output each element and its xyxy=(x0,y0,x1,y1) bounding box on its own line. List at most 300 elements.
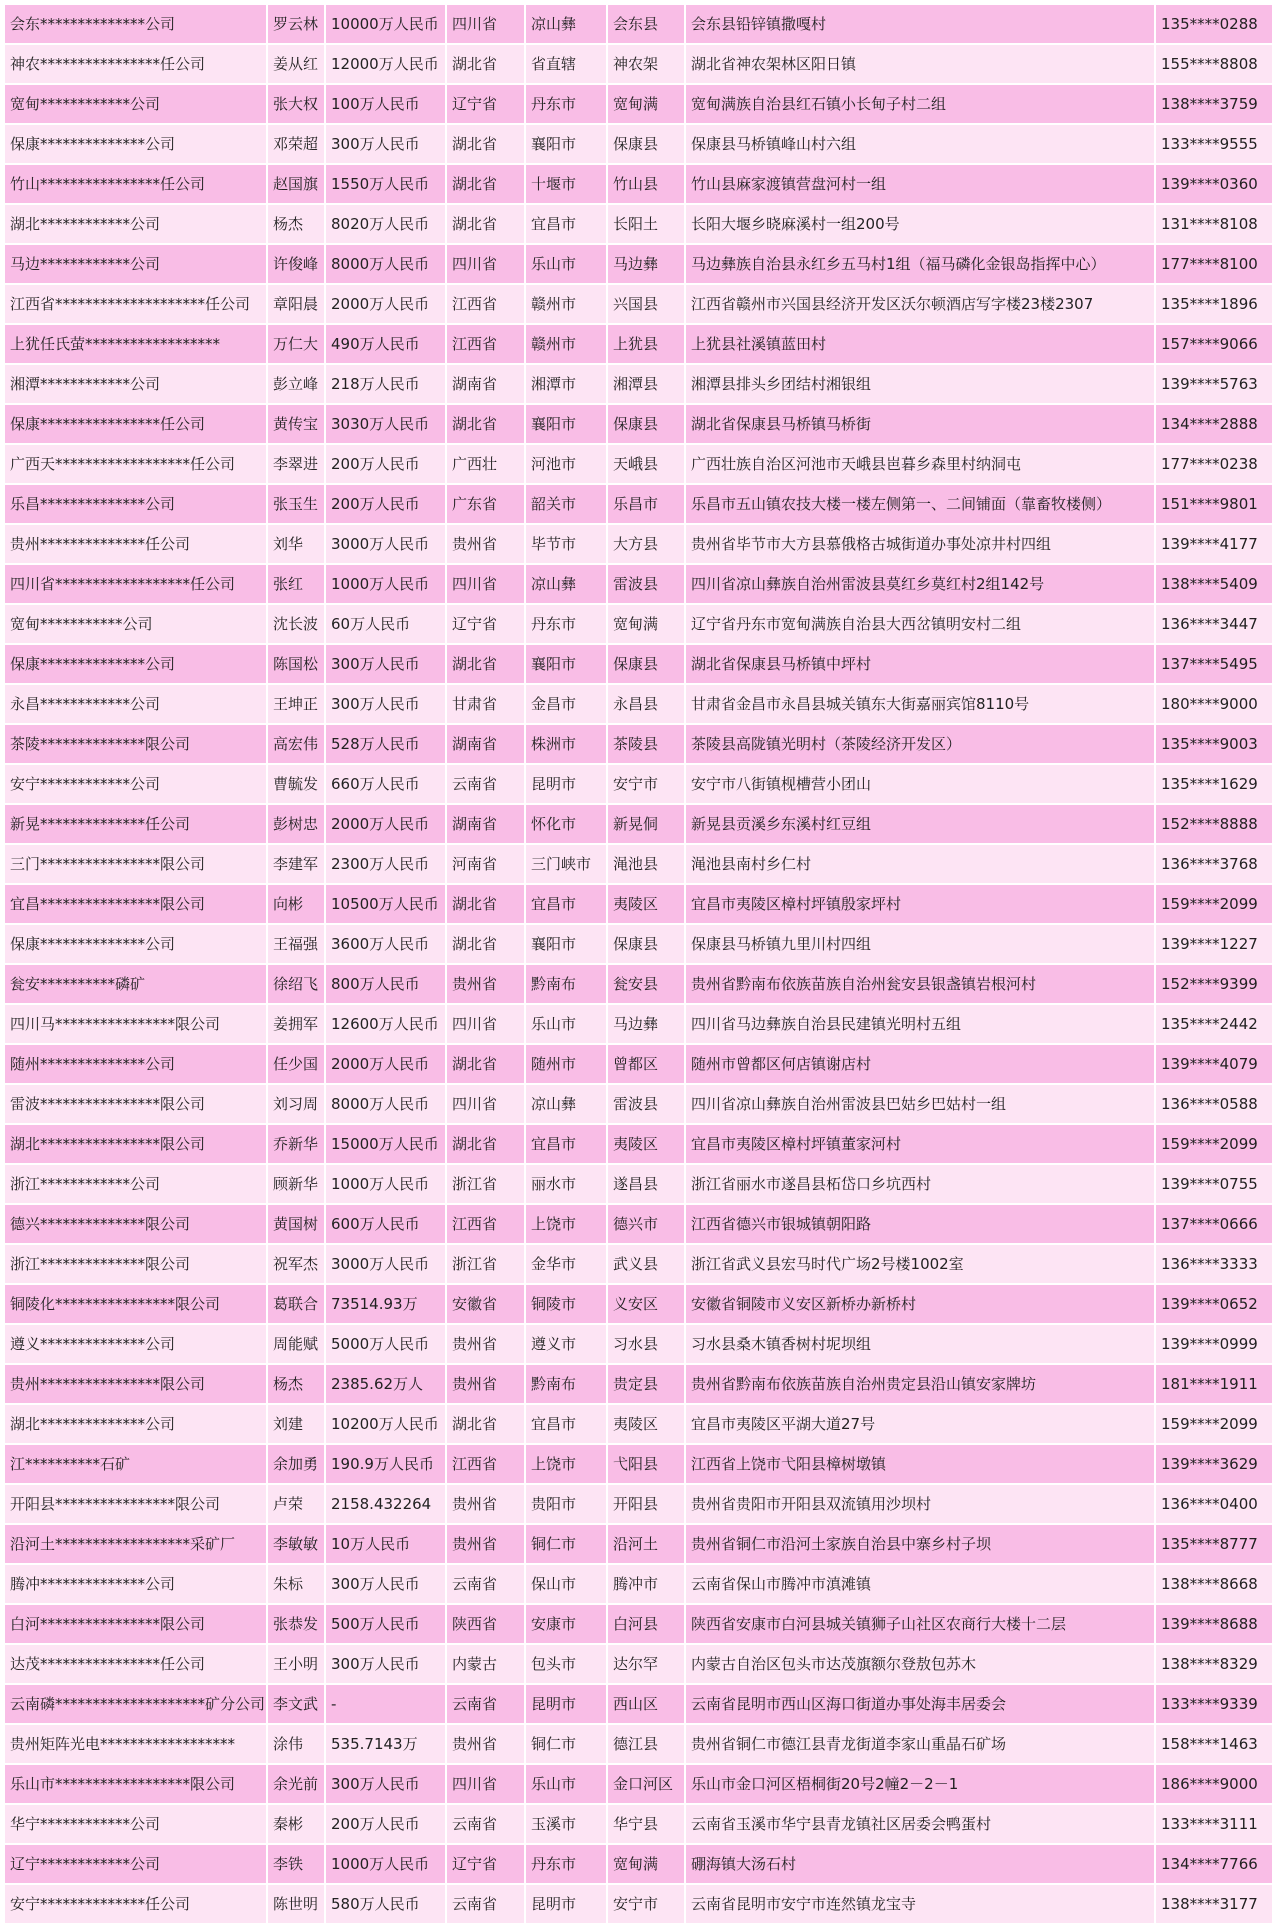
address-cell: 贵州省黔南布依族苗族自治州贵定县沿山镇安家牌坊 xyxy=(685,1364,1155,1404)
table-row xyxy=(5,1364,1273,1404)
capital-cell: 100万人民币 xyxy=(325,84,446,124)
legal-rep-cell: 向彬 xyxy=(267,884,325,924)
company-name-cell: 安宁**************任公司 xyxy=(5,1884,267,1924)
company-name-cell: 宽甸***********公司 xyxy=(5,604,267,644)
phone-cell: 137****0666 xyxy=(1155,1204,1273,1244)
address-cell: 甘肃省金昌市永昌县城关镇东大街嘉丽宾馆8110号 xyxy=(685,684,1155,724)
province-cell: 四川省 xyxy=(446,1084,525,1124)
capital-cell: 10200万人民币 xyxy=(325,1404,446,1444)
city-cell: 襄阳市 xyxy=(525,924,607,964)
capital-cell: 2000万人民币 xyxy=(325,804,446,844)
company-name-cell: 腾冲**************公司 xyxy=(5,1564,267,1604)
county-cell: 长阳土 xyxy=(607,204,685,244)
address-cell: 江西省赣州市兴国县经济开发区沃尔顿酒店写字楼23楼2307 xyxy=(685,284,1155,324)
phone-cell: 136****3768 xyxy=(1155,844,1273,884)
legal-rep-cell: 万仁大 xyxy=(267,324,325,364)
province-cell: 四川省 xyxy=(446,5,525,44)
legal-rep-cell: 徐绍飞 xyxy=(267,964,325,1004)
company-name-cell: 茶陵**************限公司 xyxy=(5,724,267,764)
table-row xyxy=(5,364,1273,404)
county-cell: 保康县 xyxy=(607,124,685,164)
city-cell: 昆明市 xyxy=(525,1684,607,1724)
province-cell: 云南省 xyxy=(446,764,525,804)
legal-rep-cell: 王小明 xyxy=(267,1644,325,1684)
city-cell: 玉溪市 xyxy=(525,1804,607,1844)
legal-rep-cell: 刘华 xyxy=(267,524,325,564)
address-cell: 宽甸满族自治县红石镇小长甸子村二组 xyxy=(685,84,1155,124)
capital-cell: 190.9万人民币 xyxy=(325,1444,446,1484)
province-cell: 贵州省 xyxy=(446,1364,525,1404)
capital-cell: 2000万人民币 xyxy=(325,284,446,324)
city-cell: 金昌市 xyxy=(525,684,607,724)
capital-cell: 3000万人民币 xyxy=(325,524,446,564)
company-name-cell: 保康****************任公司 xyxy=(5,404,267,444)
county-cell: 马边彝 xyxy=(607,244,685,284)
address-cell: 江西省上饶市弋阳县樟树墩镇 xyxy=(685,1444,1155,1484)
address-cell: 浙江省丽水市遂昌县柘岱口乡坑西村 xyxy=(685,1164,1155,1204)
company-name-cell: 上犹任氏萤****************** xyxy=(5,324,267,364)
county-cell: 马边彝 xyxy=(607,1004,685,1044)
phone-cell: 186****9000 xyxy=(1155,1764,1273,1804)
legal-rep-cell: 周能赋 xyxy=(267,1324,325,1364)
province-cell: 甘肃省 xyxy=(446,684,525,724)
address-cell: 云南省玉溪市华宁县青龙镇社区居委会鸭蛋村 xyxy=(685,1804,1155,1844)
phone-cell: 159****2099 xyxy=(1155,1124,1273,1164)
legal-rep-cell: 李翠进 xyxy=(267,444,325,484)
company-name-cell: 保康**************公司 xyxy=(5,924,267,964)
city-cell: 随州市 xyxy=(525,1044,607,1084)
company-name-cell: 沿河土******************采矿厂 xyxy=(5,1524,267,1564)
phone-cell: 139****1227 xyxy=(1155,924,1273,964)
capital-cell: 200万人民币 xyxy=(325,444,446,484)
phone-cell: 136****3333 xyxy=(1155,1244,1273,1284)
capital-cell: 535.7143万 xyxy=(325,1724,446,1764)
phone-cell: 139****0652 xyxy=(1155,1284,1273,1324)
legal-rep-cell: 卢荣 xyxy=(267,1484,325,1524)
province-cell: 湖北省 xyxy=(446,644,525,684)
capital-cell: 300万人民币 xyxy=(325,1644,446,1684)
address-cell: 上犹县社溪镇蓝田村 xyxy=(685,324,1155,364)
table-row xyxy=(5,1564,1273,1604)
company-name-cell: 竹山****************任公司 xyxy=(5,164,267,204)
city-cell: 上饶市 xyxy=(525,1444,607,1484)
legal-rep-cell: 高宏伟 xyxy=(267,724,325,764)
legal-rep-cell: 刘习周 xyxy=(267,1084,325,1124)
table-row xyxy=(5,1724,1273,1764)
county-cell: 开阳县 xyxy=(607,1484,685,1524)
phone-cell: 135****1629 xyxy=(1155,764,1273,804)
province-cell: 贵州省 xyxy=(446,524,525,564)
province-cell: 湖北省 xyxy=(446,164,525,204)
legal-rep-cell: 任少国 xyxy=(267,1044,325,1084)
province-cell: 贵州省 xyxy=(446,964,525,1004)
city-cell: 株洲市 xyxy=(525,724,607,764)
county-cell: 弋阳县 xyxy=(607,1444,685,1484)
legal-rep-cell: 祝军杰 xyxy=(267,1244,325,1284)
address-cell: 宜昌市夷陵区樟村坪镇董家河村 xyxy=(685,1124,1155,1164)
county-cell: 永昌县 xyxy=(607,684,685,724)
capital-cell: 3000万人民币 xyxy=(325,1244,446,1284)
address-cell: 竹山县麻家渡镇营盘河村一组 xyxy=(685,164,1155,204)
legal-rep-cell: 张大权 xyxy=(267,84,325,124)
legal-rep-cell: 姜拥军 xyxy=(267,1004,325,1044)
company-name-cell: 宜昌****************限公司 xyxy=(5,884,267,924)
province-cell: 四川省 xyxy=(446,244,525,284)
table-row xyxy=(5,1124,1273,1164)
phone-cell: 135****0288 xyxy=(1155,5,1273,44)
company-name-cell: 雷波****************限公司 xyxy=(5,1084,267,1124)
company-name-cell: 开阳县****************限公司 xyxy=(5,1484,267,1524)
company-name-cell: 湖北****************限公司 xyxy=(5,1124,267,1164)
table-row xyxy=(5,564,1273,604)
capital-cell: 10万人民币 xyxy=(325,1524,446,1564)
legal-rep-cell: 李敏敏 xyxy=(267,1524,325,1564)
county-cell: 安宁市 xyxy=(607,764,685,804)
city-cell: 襄阳市 xyxy=(525,644,607,684)
address-cell: 马边彝族自治县永红乡五马村1组（福马磷化金银岛指挥中心） xyxy=(685,244,1155,284)
address-cell: 云南省昆明市西山区海口街道办事处海丰居委会 xyxy=(685,1684,1155,1724)
city-cell: 丽水市 xyxy=(525,1164,607,1204)
table-row xyxy=(5,1084,1273,1124)
phone-cell: 177****0238 xyxy=(1155,444,1273,484)
table-row xyxy=(5,1004,1273,1044)
phone-cell: 135****1896 xyxy=(1155,284,1273,324)
table-row xyxy=(5,1444,1273,1484)
capital-cell: 528万人民币 xyxy=(325,724,446,764)
table-row xyxy=(5,5,1273,44)
table-row xyxy=(5,644,1273,684)
capital-cell: 10000万人民币 xyxy=(325,5,446,44)
address-cell: 云南省昆明市安宁市连然镇龙宝寺 xyxy=(685,1884,1155,1924)
company-table xyxy=(5,5,1274,1925)
company-name-cell: 安宁************公司 xyxy=(5,764,267,804)
address-cell: 茶陵县高陇镇光明村（茶陵经济开发区） xyxy=(685,724,1155,764)
legal-rep-cell: 张恭发 xyxy=(267,1604,325,1644)
phone-cell: 139****5763 xyxy=(1155,364,1273,404)
county-cell: 保康县 xyxy=(607,404,685,444)
address-cell: 宜昌市夷陵区樟村坪镇殷家坪村 xyxy=(685,884,1155,924)
city-cell: 凉山彝 xyxy=(525,5,607,44)
phone-cell: 139****8688 xyxy=(1155,1604,1273,1644)
county-cell: 渑池县 xyxy=(607,844,685,884)
province-cell: 江西省 xyxy=(446,284,525,324)
address-cell: 江西省德兴市银城镇朝阳路 xyxy=(685,1204,1155,1244)
county-cell: 宽甸满 xyxy=(607,84,685,124)
province-cell: 湖北省 xyxy=(446,1404,525,1444)
phone-cell: 138****3177 xyxy=(1155,1884,1273,1924)
company-name-cell: 新晃**************任公司 xyxy=(5,804,267,844)
legal-rep-cell: 赵国旗 xyxy=(267,164,325,204)
address-cell: 保康县马桥镇峰山村六组 xyxy=(685,124,1155,164)
table-row xyxy=(5,1644,1273,1684)
legal-rep-cell: 朱标 xyxy=(267,1564,325,1604)
address-cell: 安宁市八街镇枧槽营小团山 xyxy=(685,764,1155,804)
legal-rep-cell: 葛联合 xyxy=(267,1284,325,1324)
table-row xyxy=(5,284,1273,324)
phone-cell: 152****8888 xyxy=(1155,804,1273,844)
table-row xyxy=(5,604,1273,644)
county-cell: 腾冲市 xyxy=(607,1564,685,1604)
legal-rep-cell: 刘建 xyxy=(267,1404,325,1444)
province-cell: 云南省 xyxy=(446,1564,525,1604)
city-cell: 三门峡市 xyxy=(525,844,607,884)
address-cell: 贵州省铜仁市德江县青龙街道李家山重晶石矿场 xyxy=(685,1724,1155,1764)
company-name-cell: 乐山市******************限公司 xyxy=(5,1764,267,1804)
capital-cell: 1000万人民币 xyxy=(325,1844,446,1884)
county-cell: 安宁市 xyxy=(607,1884,685,1924)
address-cell: 安徽省铜陵市义安区新桥办新桥村 xyxy=(685,1284,1155,1324)
legal-rep-cell: 曹毓发 xyxy=(267,764,325,804)
company-name-cell: 铜陵化****************限公司 xyxy=(5,1284,267,1324)
table-row xyxy=(5,1684,1273,1724)
company-name-cell: 马边************公司 xyxy=(5,244,267,284)
capital-cell: 1000万人民币 xyxy=(325,1164,446,1204)
address-cell: 云南省保山市腾冲市滇滩镇 xyxy=(685,1564,1155,1604)
company-name-cell: 浙江************公司 xyxy=(5,1164,267,1204)
company-name-cell: 会东**************公司 xyxy=(5,5,267,44)
legal-rep-cell: 李文武 xyxy=(267,1684,325,1724)
table-row xyxy=(5,764,1273,804)
county-cell: 夷陵区 xyxy=(607,1124,685,1164)
company-name-cell: 宽甸************公司 xyxy=(5,84,267,124)
company-name-cell: 瓮安**********磷矿 xyxy=(5,964,267,1004)
capital-cell: 660万人民币 xyxy=(325,764,446,804)
address-cell: 四川省凉山彝族自治州雷波县巴姑乡巴姑村一组 xyxy=(685,1084,1155,1124)
province-cell: 湖北省 xyxy=(446,1044,525,1084)
legal-rep-cell: 李建军 xyxy=(267,844,325,884)
table-row xyxy=(5,924,1273,964)
province-cell: 湖北省 xyxy=(446,204,525,244)
city-cell: 十堰市 xyxy=(525,164,607,204)
city-cell: 丹东市 xyxy=(525,84,607,124)
phone-cell: 133****9339 xyxy=(1155,1684,1273,1724)
company-name-cell: 辽宁************公司 xyxy=(5,1844,267,1884)
phone-cell: 155****8808 xyxy=(1155,44,1273,84)
city-cell: 铜仁市 xyxy=(525,1524,607,1564)
table-row xyxy=(5,1404,1273,1444)
address-cell: 渑池县南村乡仁村 xyxy=(685,844,1155,884)
phone-cell: 133****3111 xyxy=(1155,1804,1273,1844)
phone-cell: 135****2442 xyxy=(1155,1004,1273,1044)
table-row xyxy=(5,84,1273,124)
company-name-cell: 白河****************限公司 xyxy=(5,1604,267,1644)
county-cell: 德江县 xyxy=(607,1724,685,1764)
county-cell: 宽甸满 xyxy=(607,1844,685,1884)
county-cell: 沿河土 xyxy=(607,1524,685,1564)
city-cell: 韶关市 xyxy=(525,484,607,524)
capital-cell: 2000万人民币 xyxy=(325,1044,446,1084)
province-cell: 贵州省 xyxy=(446,1724,525,1764)
capital-cell: 218万人民币 xyxy=(325,364,446,404)
county-cell: 大方县 xyxy=(607,524,685,564)
county-cell: 乐昌市 xyxy=(607,484,685,524)
company-name-cell: 永昌************公司 xyxy=(5,684,267,724)
capital-cell: 300万人民币 xyxy=(325,684,446,724)
phone-cell: 138****8329 xyxy=(1155,1644,1273,1684)
company-name-cell: 贵州矩阵光电****************** xyxy=(5,1724,267,1764)
phone-cell: 180****9000 xyxy=(1155,684,1273,724)
city-cell: 金华市 xyxy=(525,1244,607,1284)
address-cell: 湘潭县排头乡团结村湘银组 xyxy=(685,364,1155,404)
county-cell: 茶陵县 xyxy=(607,724,685,764)
county-cell: 瓮安县 xyxy=(607,964,685,1004)
city-cell: 保山市 xyxy=(525,1564,607,1604)
address-cell: 湖北省保康县马桥镇马桥街 xyxy=(685,404,1155,444)
county-cell: 金口河区 xyxy=(607,1764,685,1804)
province-cell: 贵州省 xyxy=(446,1524,525,1564)
legal-rep-cell: 姜从红 xyxy=(267,44,325,84)
legal-rep-cell: 彭树忠 xyxy=(267,804,325,844)
province-cell: 湖北省 xyxy=(446,404,525,444)
phone-cell: 139****4177 xyxy=(1155,524,1273,564)
company-name-cell: 四川省******************任公司 xyxy=(5,564,267,604)
county-cell: 竹山县 xyxy=(607,164,685,204)
phone-cell: 158****1463 xyxy=(1155,1724,1273,1764)
province-cell: 辽宁省 xyxy=(446,84,525,124)
city-cell: 乐山市 xyxy=(525,244,607,284)
table-row xyxy=(5,1044,1273,1084)
province-cell: 江西省 xyxy=(446,324,525,364)
capital-cell: 8000万人民币 xyxy=(325,1084,446,1124)
capital-cell: 12000万人民币 xyxy=(325,44,446,84)
province-cell: 陕西省 xyxy=(446,1604,525,1644)
company-name-cell: 乐昌**************公司 xyxy=(5,484,267,524)
county-cell: 华宁县 xyxy=(607,1804,685,1844)
city-cell: 凉山彝 xyxy=(525,1084,607,1124)
legal-rep-cell: 张玉生 xyxy=(267,484,325,524)
table-row xyxy=(5,1164,1273,1204)
legal-rep-cell: 黄传宝 xyxy=(267,404,325,444)
capital-cell: 73514.93万 xyxy=(325,1284,446,1324)
phone-cell: 138****3759 xyxy=(1155,84,1273,124)
city-cell: 昆明市 xyxy=(525,1884,607,1924)
city-cell: 毕节市 xyxy=(525,524,607,564)
company-name-cell: 三门****************限公司 xyxy=(5,844,267,884)
capital-cell: 60万人民币 xyxy=(325,604,446,644)
phone-cell: 136****3447 xyxy=(1155,604,1273,644)
province-cell: 云南省 xyxy=(446,1684,525,1724)
county-cell: 上犹县 xyxy=(607,324,685,364)
legal-rep-cell: 王福强 xyxy=(267,924,325,964)
phone-cell: 133****9555 xyxy=(1155,124,1273,164)
legal-rep-cell: 王坤正 xyxy=(267,684,325,724)
county-cell: 习水县 xyxy=(607,1324,685,1364)
capital-cell: 10500万人民币 xyxy=(325,884,446,924)
table-row xyxy=(5,1764,1273,1804)
company-name-cell: 华宁************公司 xyxy=(5,1804,267,1844)
capital-cell: 800万人民币 xyxy=(325,964,446,1004)
province-cell: 云南省 xyxy=(446,1804,525,1844)
legal-rep-cell: 陈国松 xyxy=(267,644,325,684)
phone-cell: 139****0360 xyxy=(1155,164,1273,204)
province-cell: 湖北省 xyxy=(446,44,525,84)
phone-cell: 152****9399 xyxy=(1155,964,1273,1004)
company-name-cell: 遵义**************公司 xyxy=(5,1324,267,1364)
county-cell: 武义县 xyxy=(607,1244,685,1284)
table-row xyxy=(5,724,1273,764)
capital-cell: 12600万人民币 xyxy=(325,1004,446,1044)
legal-rep-cell: 许俊峰 xyxy=(267,244,325,284)
province-cell: 安徽省 xyxy=(446,1284,525,1324)
company-name-cell: 湖北**************公司 xyxy=(5,1404,267,1444)
province-cell: 内蒙古 xyxy=(446,1644,525,1684)
company-name-cell: 云南磷********************矿分公司 xyxy=(5,1684,267,1724)
legal-rep-cell: 余光前 xyxy=(267,1764,325,1804)
address-cell: 辽宁省丹东市宽甸满族自治县大西岔镇明安村二组 xyxy=(685,604,1155,644)
address-cell: 乐山市金口河区梧桐街20号2幢2－2－1 xyxy=(685,1764,1155,1804)
table-row xyxy=(5,444,1273,484)
phone-cell: 159****2099 xyxy=(1155,884,1273,924)
city-cell: 赣州市 xyxy=(525,284,607,324)
city-cell: 昆明市 xyxy=(525,764,607,804)
legal-rep-cell: 涂伟 xyxy=(267,1724,325,1764)
county-cell: 遂昌县 xyxy=(607,1164,685,1204)
address-cell: 贵州省毕节市大方县慕俄格古城街道办事处凉井村四组 xyxy=(685,524,1155,564)
county-cell: 德兴市 xyxy=(607,1204,685,1244)
county-cell: 会东县 xyxy=(607,5,685,44)
address-cell: 内蒙古自治区包头市达茂旗额尔登敖包苏木 xyxy=(685,1644,1155,1684)
address-cell: 新晃县贡溪乡东溪村红豆组 xyxy=(685,804,1155,844)
city-cell: 包头市 xyxy=(525,1644,607,1684)
capital-cell: 1550万人民币 xyxy=(325,164,446,204)
city-cell: 上饶市 xyxy=(525,1204,607,1244)
county-cell: 保康县 xyxy=(607,924,685,964)
address-cell: 湖北省保康县马桥镇中坪村 xyxy=(685,644,1155,684)
capital-cell: 600万人民币 xyxy=(325,1204,446,1244)
capital-cell: 300万人民币 xyxy=(325,644,446,684)
address-cell: 硼海镇大汤石村 xyxy=(685,1844,1155,1884)
phone-cell: 137****5495 xyxy=(1155,644,1273,684)
table-row xyxy=(5,1244,1273,1284)
city-cell: 怀化市 xyxy=(525,804,607,844)
capital-cell: 3030万人民币 xyxy=(325,404,446,444)
city-cell: 襄阳市 xyxy=(525,124,607,164)
legal-rep-cell: 沈长波 xyxy=(267,604,325,644)
address-cell: 长阳大堰乡晓麻溪村一组200号 xyxy=(685,204,1155,244)
address-cell: 会东县铅锌镇撒嘎村 xyxy=(685,5,1155,44)
province-cell: 湖南省 xyxy=(446,364,525,404)
province-cell: 湖南省 xyxy=(446,724,525,764)
capital-cell: 5000万人民币 xyxy=(325,1324,446,1364)
table-row xyxy=(5,1884,1273,1924)
province-cell: 四川省 xyxy=(446,1764,525,1804)
county-cell: 雷波县 xyxy=(607,1084,685,1124)
address-cell: 乐昌市五山镇农技大楼一楼左侧第一、二间铺面（靠畜牧楼侧） xyxy=(685,484,1155,524)
address-cell: 广西壮族自治区河池市天峨县岜暮乡森里村纳洞屯 xyxy=(685,444,1155,484)
province-cell: 湖北省 xyxy=(446,124,525,164)
province-cell: 湖北省 xyxy=(446,924,525,964)
province-cell: 广东省 xyxy=(446,484,525,524)
legal-rep-cell: 秦彬 xyxy=(267,1804,325,1844)
county-cell: 雷波县 xyxy=(607,564,685,604)
legal-rep-cell: 乔新华 xyxy=(267,1124,325,1164)
county-cell: 天峨县 xyxy=(607,444,685,484)
table-row xyxy=(5,1204,1273,1244)
city-cell: 铜仁市 xyxy=(525,1724,607,1764)
city-cell: 铜陵市 xyxy=(525,1284,607,1324)
company-name-cell: 江西省********************任公司 xyxy=(5,284,267,324)
table-row xyxy=(5,1484,1273,1524)
phone-cell: 159****2099 xyxy=(1155,1404,1273,1444)
legal-rep-cell: 顾新华 xyxy=(267,1164,325,1204)
address-cell: 宜昌市夷陵区平湖大道27号 xyxy=(685,1404,1155,1444)
phone-cell: 136****0400 xyxy=(1155,1484,1273,1524)
legal-rep-cell: 陈世明 xyxy=(267,1884,325,1924)
table-row xyxy=(5,44,1273,84)
city-cell: 遵义市 xyxy=(525,1324,607,1364)
company-name-cell: 达茂****************任公司 xyxy=(5,1644,267,1684)
county-cell: 保康县 xyxy=(607,644,685,684)
